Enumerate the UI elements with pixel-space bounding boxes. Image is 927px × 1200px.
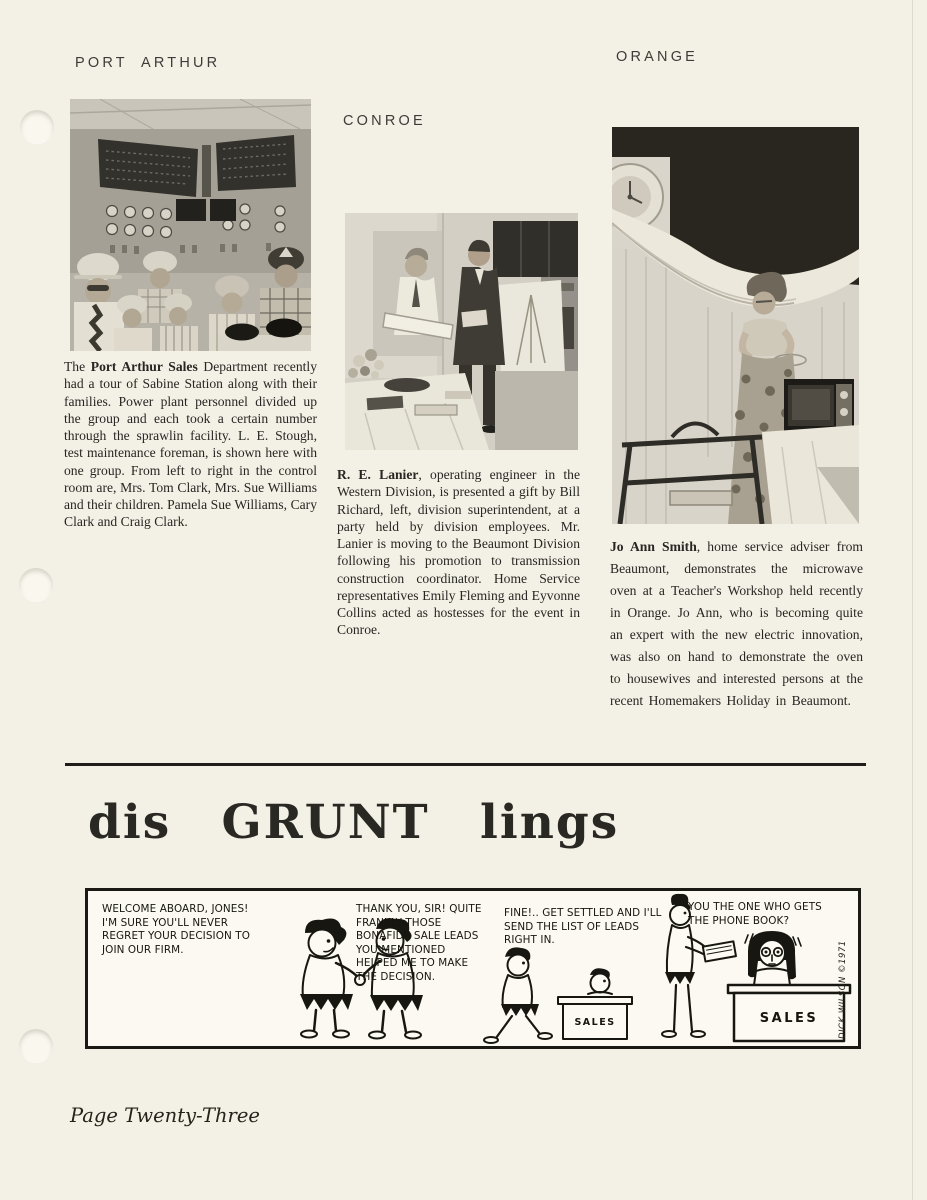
sales-desk-sign: SALES [759,1011,819,1026]
punch-hole [19,1029,53,1063]
comic-title: dis GRUNT lings [88,795,620,850]
caption-bold-lead: Jo Ann Smith [610,539,697,554]
photo-orange [612,127,859,524]
speech-panel-3: FINE!.. GET SETTLED AND I'LL SEND THE LIST OF LEADS RIGHT IN. [504,907,662,947]
artist-signature: DICK WILSON ©1971 [838,940,848,1039]
caption-conroe [337,466,580,639]
caption-bold-lead: R. E. Lanier [337,467,419,482]
photo-port-arthur-image [70,99,311,351]
caption-text: , home service adviser from Beaumont, demonstrates the microwave oven at a Teacher's Workshop held recently in Orange. Jo Ann, who is becoming quite an expert with the new electric innovation, was also on hand to demonstrate the oven to housewives and interested persons at the recent Homemakers Holiday in Beaumont. [610,539,863,709]
photo-conroe-image [345,213,578,450]
speech-panel-2: THANK YOU, SIR! QUITE FRANKLY THOSE BONAFIDE SALE LEADS YOU MENTIONED HELPED ME TO MAKE THE DECISION. [356,903,482,983]
comic-strip [85,888,861,1049]
phone-book [703,941,736,961]
page-number: Page Twenty-Three [70,1104,260,1127]
saleswoman-at-desk [728,931,850,1041]
photo-port-arthur [70,99,311,351]
speech-panel-1: WELCOME ABOARD, JONES! I'M SURE YOU'LL NEVER REGRET YOUR DECISION TO JOIN OUR FIRM. [102,903,250,956]
display-table [762,425,859,524]
section-heading-orange: ORANGE [616,49,699,65]
caveman-walking [484,947,552,1043]
sales-desk-sign: SALES [574,1017,616,1028]
caption-bold-lead: Port Arthur Sales [90,359,198,374]
punch-hole [19,568,53,602]
caption-text: Department recently had a tour of Sabine Station along with their families. Power plant personnel divided up the group and each took a certain number through the sprawlin facility. L. E. Stough, test maintenance foreman, is shown here with one group. From left to right in the control room are, Mrs. Tom Clark, Mrs. Sue Williams and their children. Pamela Sue Williams, Cary Clark and Craig Clark. [64,359,317,530]
section-heading-conroe: CONROE [343,113,426,129]
salesman-at-small-desk [558,968,632,1039]
control-room-ceiling [70,99,311,133]
caption-orange [610,536,863,712]
caption-port-arthur [64,358,317,531]
microwave-oven [784,379,854,432]
caption-text: The [64,359,91,374]
kitchen-background [493,221,578,379]
punch-hole [20,110,54,144]
section-divider [65,763,866,766]
caveman-boss [300,919,359,1038]
speech-panel-4: YOU THE ONE WHO GETS THE PHONE BOOK? [688,901,822,927]
photo-conroe [345,213,578,450]
caption-text: , operating engineer in the Western Division, is presented a gift by Bill Richard, left, division superintendent, at a party held by division employees. Mr. Lanier is moving to the Beaumont Division following his promotion to transmission construction coordinator. Home Service representatives Emily Fleming and Eyvonne Collins acted as hostesses for the event in Conroe. [337,467,581,638]
section-heading-port-arthur: PORT ARTHUR [75,55,221,71]
glass-dish [670,491,732,505]
photo-orange-image [612,127,859,524]
